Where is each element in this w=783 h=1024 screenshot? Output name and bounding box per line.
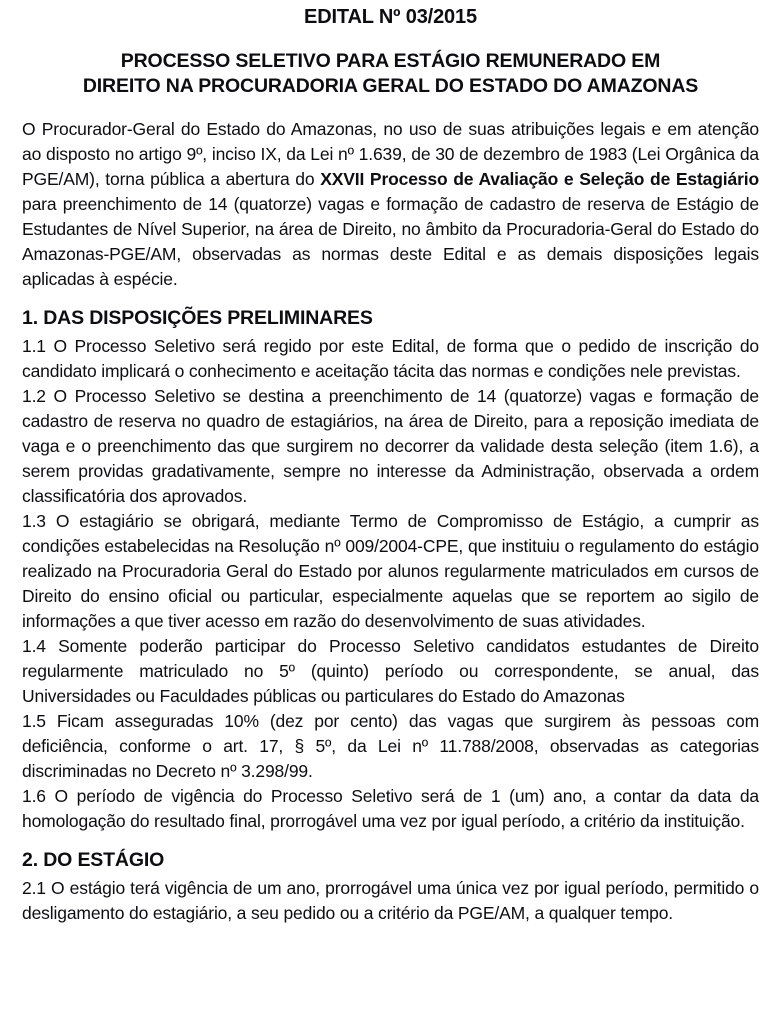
section-2-item-2-1: 2.1 O estágio terá vigência de um ano, prorrogável uma única vez por igual período, permitido o desligamento do estagiário, a seu pedido ou a critério da PGE/AM, a qualquer tempo. bbox=[22, 878, 759, 923]
document-title: EDITAL Nº 03/2015 bbox=[304, 6, 477, 28]
section-1-item-1-5: 1.5 Ficam asseguradas 10% (dez por cento) das vagas que surgirem às pessoas com deficiência, conforme o art. 17, § 5º, da Lei nº 11.788/2008, observadas as categorias discriminadas no Decreto nº 3.298/99. bbox=[22, 711, 759, 781]
section-1-heading: 1. DAS DISPOSIÇÕES PRELIMINARES bbox=[22, 307, 373, 329]
subtitle-line-1: PROCESSO SELETIVO PARA ESTÁGIO REMUNERADO EM bbox=[120, 50, 661, 72]
section-1-item-1-6: 1.6 O período de vigência do Processo Seletivo será de 1 (um) ano, a contar da data da homologação do resultado final, prorrogável uma vez por igual período, a critério da instituição. bbox=[22, 786, 759, 831]
section-1-item-1-1: 1.1 O Processo Seletivo será regido por este Edital, de forma que o pedido de inscrição do candidato implicará o conhecimento e aceitação tácita das normas e condições nele previstas. bbox=[22, 336, 759, 381]
section-1-item-1-3: 1.3 O estagiário se obrigará, mediante Termo de Compromisso de Estágio, a cumprir as condições estabelecidas na Resolução nº 009/2004-CPE, que instituiu o regulamento do estágio realizado na Procuradoria Geral do Estado por alunos regularmente matriculados em cursos de Direito do ensino oficial ou particular, especialmente aquelas que se reportem ao sigilo de informações a que tiver acesso em razão do desenvolvimento de suas atividades. bbox=[22, 511, 759, 631]
section-2-heading: 2. DO ESTÁGIO bbox=[22, 849, 165, 871]
intro-text-after-bold: para preenchimento de 14 (quatorze) vagas e formação de cadastro de reserva de Estágio de Estudantes de Nível Superior, na área de Direito, no âmbito da Procuradoria-Geral do Estado do Amazonas-PGE/AM, observadas as normas deste Edital e as demais disposições legais aplicadas à espécie. bbox=[22, 194, 759, 289]
document-subtitle bbox=[22, 49, 759, 99]
intro-bold-phrase: XXVII Processo de Avaliação e Seleção de Estagiário bbox=[320, 169, 759, 189]
section-1-item-1-4: 1.4 Somente poderão participar do Processo Seletivo candidatos estudantes de Direito regularmente matriculado no 5º (quinto) período ou correspondente, se anual, das Universidades ou Faculdades públicas ou particulares do Estado do Amazonas bbox=[22, 636, 759, 706]
section-1-item-1-2: 1.2 O Processo Seletivo se destina a preenchimento de 14 (quatorze) vagas e formação de cadastro de reserva no quadro de estagiários, na área de Direito, para a reposição imediata de vaga e o preenchimento das que surgirem no decorrer da validade desta seleção (item 1.6), a serem providas gradativamente, sempre no interesse da Administração, observada a ordem classificatória dos aprovados. bbox=[22, 386, 759, 506]
subtitle-line-2: DIREITO NA PROCURADORIA GERAL DO ESTADO DO AMAZONAS bbox=[82, 75, 699, 97]
intro-paragraph bbox=[22, 117, 759, 292]
intro-text-before-bold: O Procurador-Geral do Estado do Amazonas, no uso de suas atribuições legais e em atenção ao disposto no artigo 9º, inciso IX, da Lei nº 1.639, de 30 de dezembro de 1983 (Lei Orgânica da PGE/AM), torna pública a abertura do bbox=[22, 119, 759, 189]
